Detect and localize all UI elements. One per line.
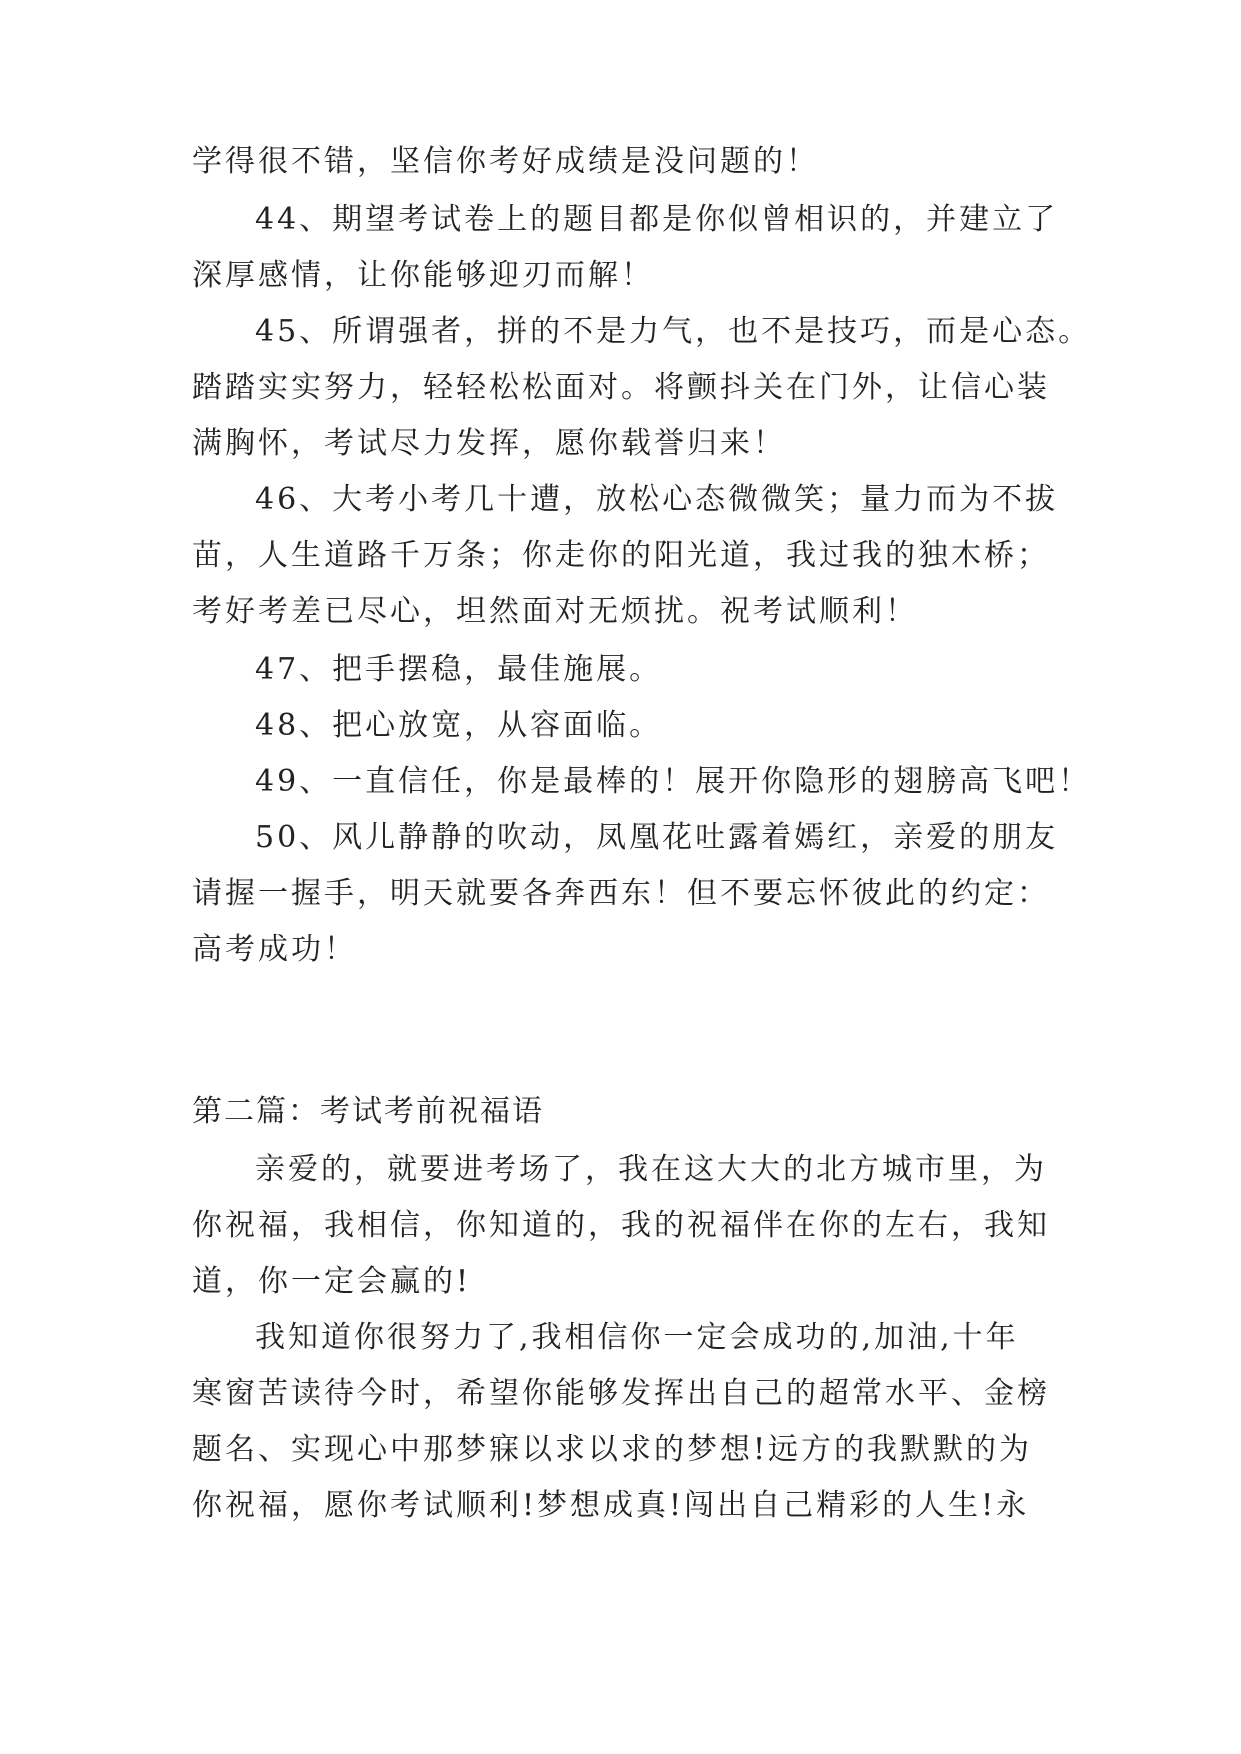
text-line: 道，你一定会赢的!	[192, 1264, 472, 1299]
text-line: 高考成功！	[192, 932, 357, 967]
text-line: 学得很不错，坚信你考好成绩是没问题的！	[192, 144, 819, 179]
text-line: 44、期望考试卷上的题目都是你似曾相识的，并建立了	[255, 202, 1059, 237]
text-line: 46、大考小考几十遭，放松心态微微笑；量力而为不拔	[255, 482, 1059, 517]
section-title: 第二篇：考试考前祝福语	[192, 1094, 544, 1129]
text-line: 寒窗苦读待今时，希望你能够发挥出自己的超常水平、金榜	[192, 1376, 1050, 1411]
text-line: 考好考差已尽心，坦然面对无烦扰。祝考试顺利！	[192, 594, 918, 629]
text-line: 48、把心放宽，从容面临。	[255, 708, 663, 743]
text-line: 你祝福，愿你考试顺利!梦想成真!闯出自己精彩的人生!永	[192, 1488, 1030, 1523]
text-line: 苗，人生道路千万条；你走你的阳光道，我过我的独木桥；	[192, 538, 1050, 573]
text-line: 45、所谓强者，拼的不是力气，也不是技巧，而是心态。	[255, 314, 1092, 349]
text-line: 你祝福，我相信，你知道的，我的祝福伴在你的左右，我知	[192, 1208, 1050, 1243]
text-line: 请握一握手，明天就要各奔西东！但不要忘怀彼此的约定：	[192, 876, 1050, 911]
text-line: 50、风儿静静的吹动，凤凰花吐露着嫣红，亲爱的朋友	[255, 820, 1059, 855]
text-line: 49、一直信任，你是最棒的！展开你隐形的翅膀高飞吧！	[255, 764, 1092, 799]
text-line: 亲爱的，就要进考场了，我在这大大的北方城市里，为	[255, 1152, 1047, 1187]
text-line: 踏踏实实努力，轻轻松松面对。将颤抖关在门外，让信心装	[192, 370, 1050, 405]
text-line: 满胸怀，考试尽力发挥，愿你载誉归来！	[192, 426, 786, 461]
text-line: 47、把手摆稳，最佳施展。	[255, 652, 663, 687]
text-line: 我知道你很努力了,我相信你一定会成功的,加油,十年	[255, 1320, 1019, 1355]
text-line: 题名、实现心中那梦寐以求以求的梦想!远方的我默默的为	[192, 1432, 1033, 1467]
text-line: 深厚感情，让你能够迎刃而解！	[192, 258, 654, 293]
